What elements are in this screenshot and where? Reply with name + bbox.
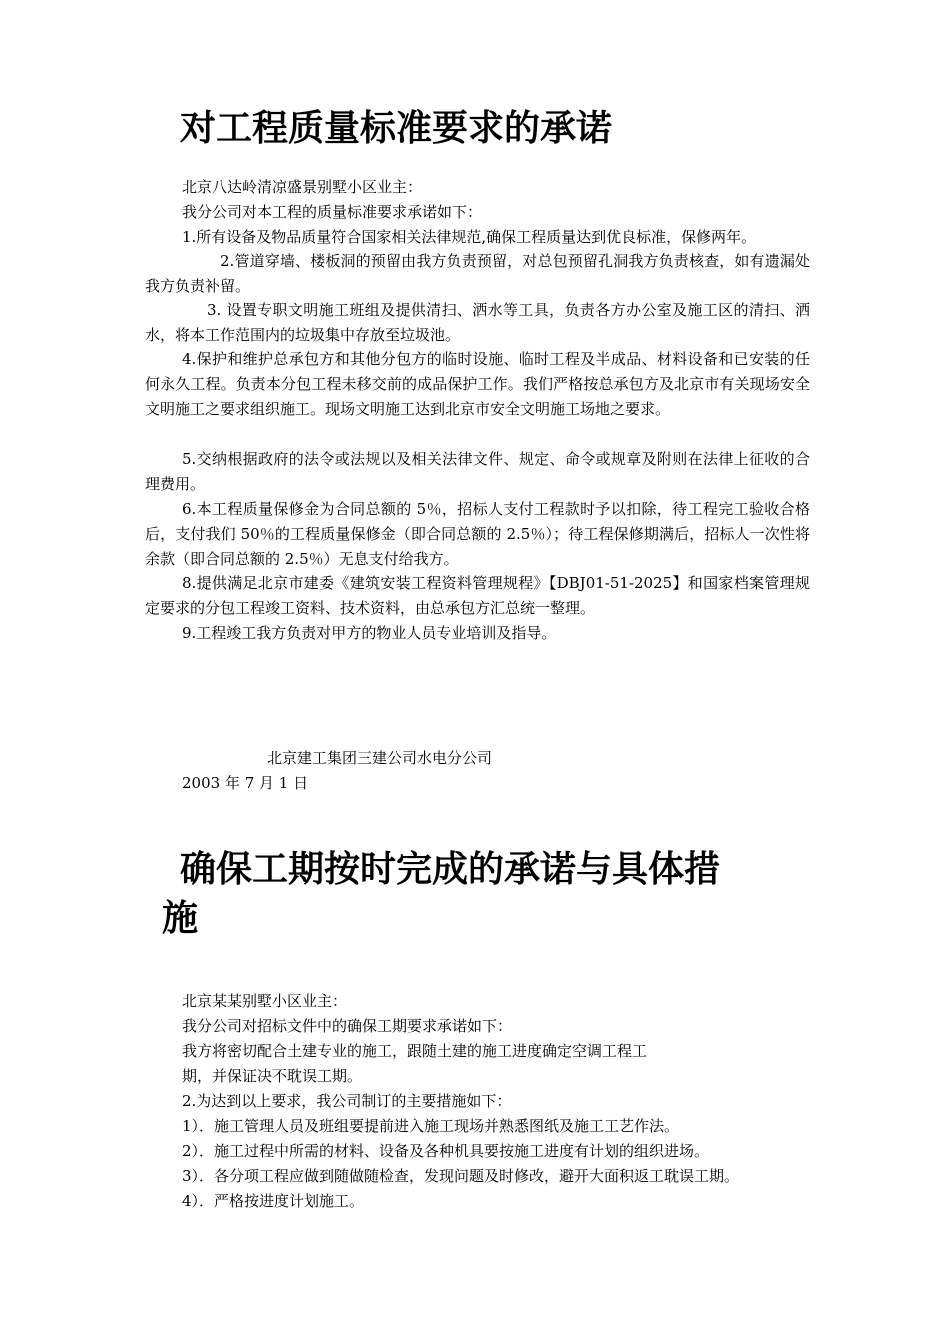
commitment-item-4 xyxy=(145,347,810,422)
section2-salutation: 北京某某别墅小区业主： xyxy=(182,992,348,1010)
measure-item-1: 1）．施工管理人员及班组要提前进入施工现场并熟悉图纸及施工工艺作法。 xyxy=(182,1117,680,1135)
section1-title: 对工程质量标准要求的承诺 xyxy=(180,108,613,149)
section1-intro: 我分公司对本工程的质量标准要求承诺如下： xyxy=(182,203,483,221)
commitment-item-6 xyxy=(145,497,810,572)
measure-item-4: 4）．严格按进度计划施工。 xyxy=(182,1192,365,1210)
section2-title-line2: 施 xyxy=(162,898,199,939)
commitment-item-4-text: 4.保护和维护总承包方和其他分包方的临时设施、临时工程及半成品、材料设备和已安装的任何永久工程。负责本分包工程未移交前的成品保护工作。我们严格按总承包方及北京市有关现场安全文明施工之要求组织施工。现场文明施工达到北京市安全文明施工场地之要求。 xyxy=(145,350,810,418)
commitment-item-1: 1.所有设备及物品质量符合国家相关法律规范,确保工程质量达到优良标准，保修两年。 xyxy=(182,228,757,246)
commitment-item-2 xyxy=(145,249,810,299)
section2-intro: 我分公司对招标文件中的确保工期要求承诺如下： xyxy=(182,1017,513,1035)
commitment-item-9: 9.工程竣工我方负责对甲方的物业人员专业培训及指导。 xyxy=(182,624,557,642)
commitment-item-8-text: 8.提供满足北京市建委《建筑安装工程资料管理规程》【DBJ01-51-2025】和国家档案管理规定要求的分包工程竣工资料、技术资料，由总承包方汇总统一整理。 xyxy=(145,574,810,617)
company-signature: 北京建工集团三建公司水电分公司 xyxy=(267,749,493,767)
section2-para1-line2: 期，并保证决不耽误工期。 xyxy=(182,1067,363,1085)
section2-title-line1: 确保工期按时完成的承诺与具体措 xyxy=(180,849,721,890)
measure-item-2: 2）．施工过程中所需的材料、设备及各种机具要按施工进度有计划的组织进场。 xyxy=(182,1142,710,1160)
measure-item-3: 3）．各分项工程应做到随做随检查，发现问题及时修改，避开大面积返工耽误工期。 xyxy=(182,1167,740,1185)
commitment-item-5-text: 5.交纳根据政府的法令或法规以及相关法律文件、规定、命令或规章及附则在法律上征收的合理费用。 xyxy=(145,450,810,493)
commitment-item-3-text: 3. 设置专职文明施工班组及提供清扫、洒水等工具，负责各方办公室及施工区的清扫、洒水，将本工作范围内的垃圾集中存放至垃圾池。 xyxy=(145,301,810,344)
section1-salutation: 北京八达岭清凉盛景别墅小区业主： xyxy=(182,178,423,196)
commitment-item-6-text: 6.本工程质量保修金为合同总额的 5％，招标人支付工程款时予以扣除，待工程完工验收合格后，支付我们 50％的工程质量保修金（即合同总额的 2.5％）；待工程保修期满后，招标人一次性将余款（即合同总额的 2.5％）无息支付给我方。 xyxy=(145,500,810,568)
signature-date: 2003 年 7 月 1 日 xyxy=(182,774,309,792)
commitment-item-8 xyxy=(145,571,810,621)
commitment-item-3 xyxy=(145,298,810,348)
section2-para1-line1: 我方将密切配合土建专业的施工，跟随土建的施工进度确定空调工程工 xyxy=(182,1042,648,1060)
commitment-item-2-text: 2.管道穿墙、楼板洞的预留由我方负责预留，对总包预留孔洞我方负责核查，如有遗漏处我方负责补留。 xyxy=(145,252,810,295)
measures-intro: 2.为达到以上要求，我公司制订的主要措施如下： xyxy=(182,1092,512,1110)
commitment-item-5 xyxy=(145,447,810,497)
